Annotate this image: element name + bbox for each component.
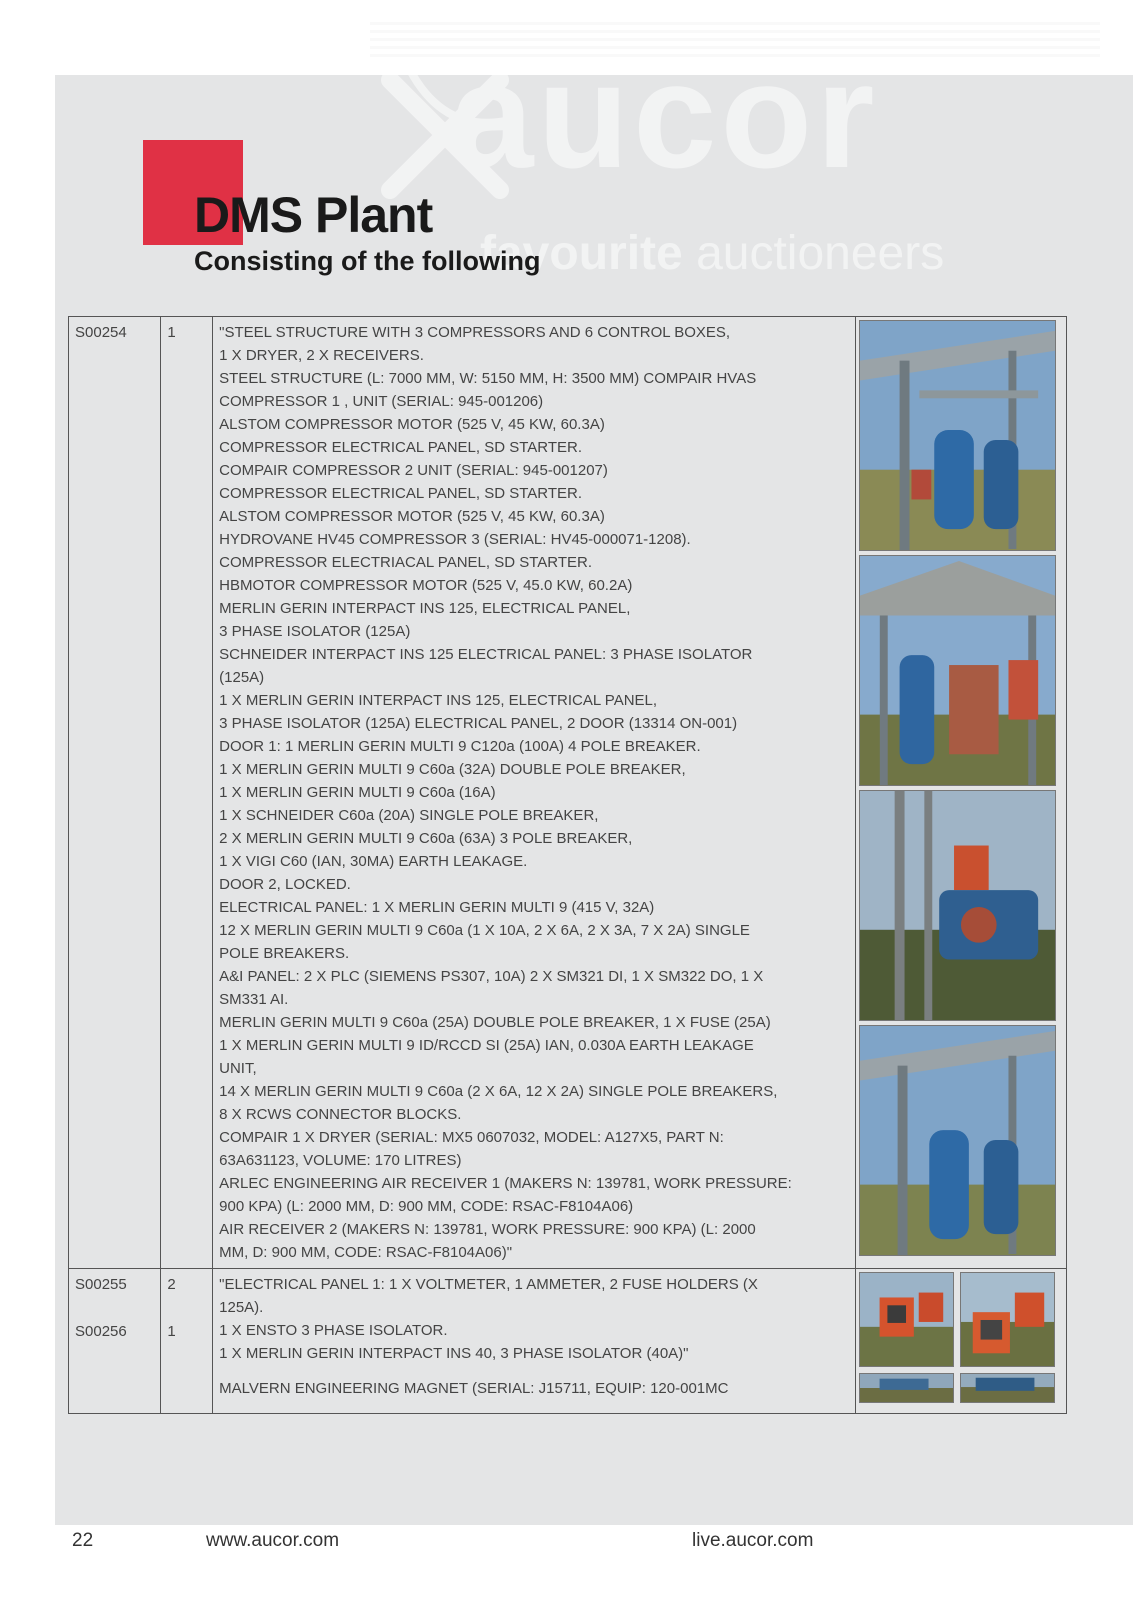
desc-line: AIR RECEIVER 2 (MAKERS N: 139781, WORK PRESSURE: 900 KPA) (L: 2000 xyxy=(219,1221,756,1238)
desc-line: "ELECTRICAL PANEL 1: 1 X VOLTMETER, 1 AMMETER, 2 FUSE HOLDERS (X xyxy=(219,1276,758,1293)
desc-line: (125A) xyxy=(219,669,265,686)
desc-line: COMPAIR 1 X DRYER (SERIAL: MX5 0607032, MODEL: A127X5, PART N: xyxy=(219,1129,724,1146)
desc-line: 3 PHASE ISOLATOR (125A) xyxy=(219,623,411,640)
desc-line: 1 X VIGI C60 (IAN, 30MA) EARTH LEAKAGE. xyxy=(219,853,528,870)
desc-line: COMPRESSOR ELECTRIACAL PANEL, SD STARTER. xyxy=(219,554,593,571)
live-site-link[interactable]: live.aucor.com xyxy=(692,1530,814,1551)
thumb-row xyxy=(859,1373,1063,1403)
watermark-tag-rest: auctioneers xyxy=(696,227,945,280)
table-row xyxy=(69,317,1067,1269)
lot-photo-magnet-2 xyxy=(960,1373,1055,1403)
desc-line: 1 X MERLIN GERIN INTERPACT INS 125, ELECTRICAL PANEL, xyxy=(219,692,658,709)
desc-line: SM331 AI. xyxy=(219,991,289,1008)
page-subtitle: Consisting of the following xyxy=(194,246,541,276)
lot-quantity: 1 xyxy=(161,317,213,1269)
desc-line: 3 PHASE ISOLATOR (125A) ELECTRICAL PANEL, 2 DOOR (13314 ON-001) xyxy=(219,715,738,732)
lot-photo-magnet xyxy=(859,1373,954,1403)
lot-number: S00254 xyxy=(69,317,161,1269)
lot-number: S00256 xyxy=(75,1323,127,1340)
website-link[interactable]: www.aucor.com xyxy=(206,1530,340,1551)
desc-line: MALVERN ENGINEERING MAGNET (SERIAL: J15711, EQUIP: 120-001MC xyxy=(219,1380,729,1397)
lot-number: S00255 xyxy=(75,1276,127,1293)
lots-table xyxy=(68,316,1067,1414)
lot-quantity: 2 xyxy=(167,1276,176,1293)
watermark-fine-print xyxy=(370,22,1100,62)
desc-line: 1 X MERLIN GERIN MULTI 9 ID/RCCD SI (25A) IAN, 0.030A EARTH LEAKAGE xyxy=(219,1037,754,1054)
desc-line: 63A631123, VOLUME: 170 LITRES) xyxy=(219,1152,462,1169)
desc-line: 12 X MERLIN GERIN MULTI 9 C60a (1 X 10A, 2 X 6A, 2 X 3A, 7 X 2A) SINGLE xyxy=(219,922,750,939)
lot-photo-electrical-panel-2 xyxy=(960,1272,1055,1367)
desc-line: ALSTOM COMPRESSOR MOTOR (525 V, 45 KW, 60.3A) xyxy=(219,416,605,433)
desc-line: 2 X MERLIN GERIN MULTI 9 C60a (63A) 3 POLE BREAKER, xyxy=(219,830,633,847)
lot-photos xyxy=(855,317,1066,1269)
desc-line: SCHNEIDER INTERPACT INS 125 ELECTRICAL PANEL: 3 PHASE ISOLATOR xyxy=(219,646,753,663)
desc-line: 1 X ENSTO 3 PHASE ISOLATOR. xyxy=(219,1322,448,1339)
desc-line: COMPRESSOR ELECTRICAL PANEL, SD STARTER. xyxy=(219,439,582,456)
desc-line: MERLIN GERIN MULTI 9 C60a (25A) DOUBLE POLE BREAKER, 1 X FUSE (25A) xyxy=(219,1014,771,1031)
desc-line: DOOR 2, LOCKED. xyxy=(219,876,351,893)
desc-line: ARLEC ENGINEERING AIR RECEIVER 1 (MAKERS N: 139781, WORK PRESSURE: xyxy=(219,1175,792,1192)
desc-line: POLE BREAKERS. xyxy=(219,945,350,962)
lot-photos xyxy=(855,1269,1066,1414)
thumb-row xyxy=(859,1272,1063,1367)
lot-photo-structure-overview xyxy=(859,1025,1056,1256)
desc-line: 14 X MERLIN GERIN MULTI 9 C60a (2 X 6A, 12 X 2A) SINGLE POLE BREAKERS, xyxy=(219,1083,778,1100)
lot-photo-shelter-side xyxy=(859,555,1056,786)
desc-line: UNIT, xyxy=(219,1060,257,1077)
desc-line: "STEEL STRUCTURE WITH 3 COMPRESSORS AND 6 CONTROL BOXES, xyxy=(219,324,731,341)
desc-line: MERLIN GERIN INTERPACT INS 125, ELECTRICAL PANEL, xyxy=(219,600,631,617)
desc-line: COMPAIR COMPRESSOR 2 UNIT (SERIAL: 945-001207) xyxy=(219,462,608,479)
lot-photo-compressor-structure xyxy=(859,320,1056,551)
lot-quantity-cell xyxy=(161,1269,213,1414)
lot-description xyxy=(213,1269,856,1414)
desc-line: ALSTOM COMPRESSOR MOTOR (525 V, 45 KW, 60.3A) xyxy=(219,508,605,525)
page-title: DMS Plant xyxy=(194,187,433,243)
watermark-brand: aucor xyxy=(450,31,879,199)
lot-photo-compressor-closeup xyxy=(859,790,1056,1021)
lot-quantity: 1 xyxy=(167,1323,176,1340)
desc-line: MM, D: 900 MM, CODE: RSAC-F8104A06)" xyxy=(219,1244,513,1261)
lot-number-cell xyxy=(69,1269,161,1414)
desc-line: ELECTRICAL PANEL: 1 X MERLIN GERIN MULTI 9 (415 V, 32A) xyxy=(219,899,655,916)
desc-line: 1 X DRYER, 2 X RECEIVERS. xyxy=(219,347,424,364)
page-number: 22 xyxy=(72,1530,94,1551)
lot-description xyxy=(213,317,856,1269)
desc-line: STEEL STRUCTURE (L: 7000 MM, W: 5150 MM, H: 3500 MM) COMPAIR HVAS xyxy=(219,370,757,387)
table-row xyxy=(69,1269,1067,1414)
desc-line: 1 X MERLIN GERIN MULTI 9 C60a (16A) xyxy=(219,784,496,801)
desc-line: 1 X MERLIN GERIN INTERPACT INS 40, 3 PHASE ISOLATOR (40A)" xyxy=(219,1345,689,1362)
desc-line: 900 KPA) (L: 2000 MM, D: 900 MM, CODE: RSAC-F8104A06) xyxy=(219,1198,634,1215)
desc-line: HYDROVANE HV45 COMPRESSOR 3 (SERIAL: HV45-000071-1208). xyxy=(219,531,691,548)
desc-line: DOOR 1: 1 MERLIN GERIN MULTI 9 C120a (100A) 4 POLE BREAKER. xyxy=(219,738,701,755)
desc-line: HBMOTOR COMPRESSOR MOTOR (525 V, 45.0 KW, 60.2A) xyxy=(219,577,633,594)
desc-line: COMPRESSOR 1 , UNIT (SERIAL: 945-001206) xyxy=(219,393,544,410)
watermark-tag-bold: favourite xyxy=(480,227,683,280)
desc-line: 1 X SCHNEIDER C60a (20A) SINGLE POLE BREAKER, xyxy=(219,807,599,824)
desc-line: 1 X MERLIN GERIN MULTI 9 C60a (32A) DOUBLE POLE BREAKER, xyxy=(219,761,686,778)
desc-line: COMPRESSOR ELECTRICAL PANEL, SD STARTER. xyxy=(219,485,582,502)
desc-line: 8 X RCWS CONNECTOR BLOCKS. xyxy=(219,1106,462,1123)
desc-line: A&I PANEL: 2 X PLC (SIEMENS PS307, 10A) 2 X SM321 DI, 1 X SM322 DO, 1 X xyxy=(219,968,764,985)
lot-photo-electrical-panel xyxy=(859,1272,954,1367)
desc-line: 125A). xyxy=(219,1299,264,1316)
